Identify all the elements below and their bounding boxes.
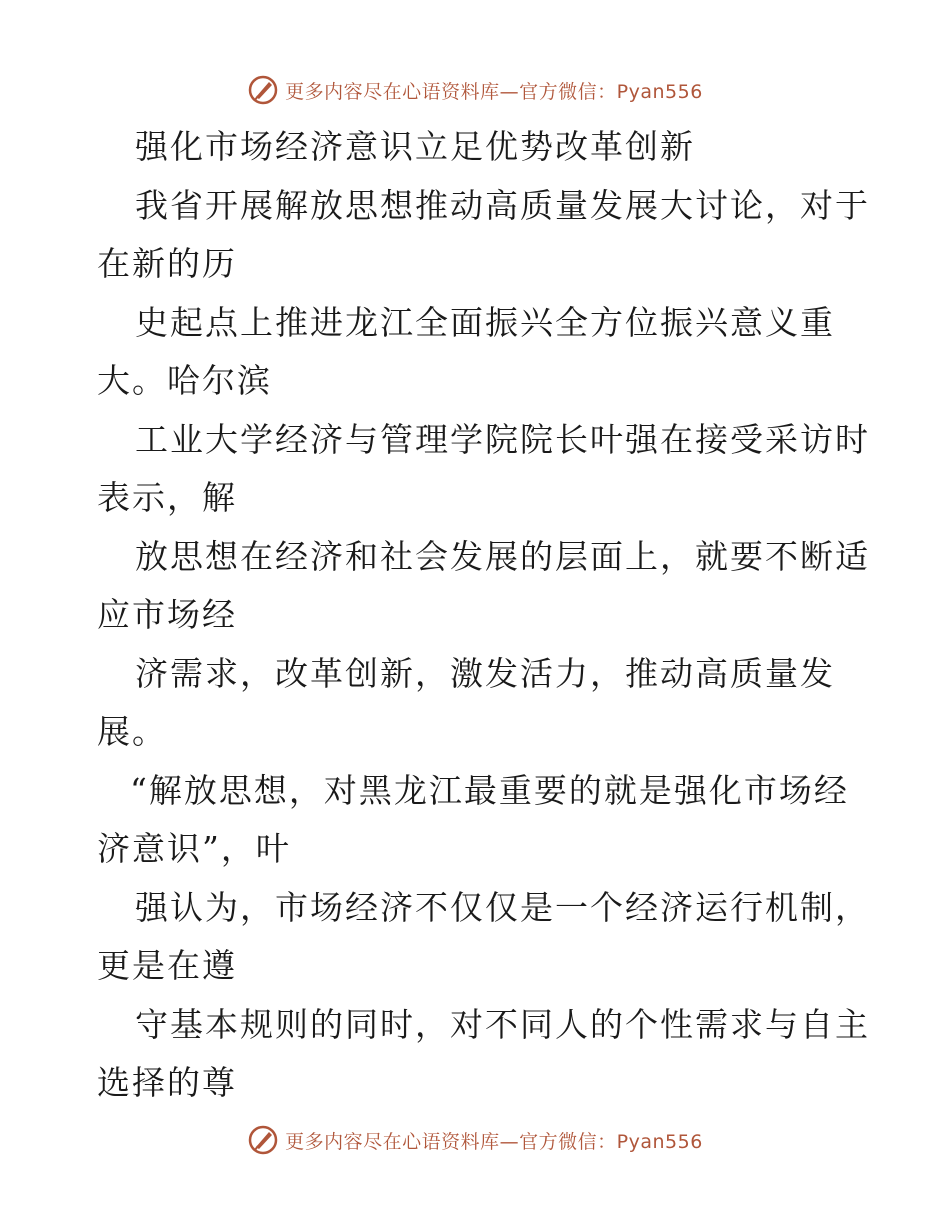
paragraph-line: 选择的尊 [97,1063,237,1102]
document-title: 强化市场经济意识立足优势改革创新 [135,127,695,166]
header-watermark-banner [0,70,950,110]
paragraph-line: 济需求，改革创新，激发活力，推动高质量发 [135,653,835,693]
footer-watermark-text: 更多内容尽在心语资料库—官方微信：Pyan556 [285,1130,703,1153]
paragraph-line: 表示，解 [97,478,237,517]
paragraph-line: 工业大学经济与管理学院院长叶强在接受采访时 [135,419,870,459]
paragraph-line: 大。哈尔滨 [97,361,272,400]
header-watermark-text: 更多内容尽在心语资料库—官方微信：Pyan556 [285,80,703,103]
paragraph-line: “解放思想，对黑龙江最重要的就是强化市场经 [130,770,849,810]
paragraph-line: 强认为，市场经济不仅仅是一个经济运行机制， [135,887,870,927]
paragraph-line: 守基本规则的同时，对不同人的个性需求与自主 [135,1004,870,1044]
paragraph-line: 更是在遵 [97,946,237,985]
paragraph-line: 济意识”，叶 [97,829,291,868]
document-body [97,118,870,1113]
paragraph-line: 应市场经 [97,595,237,634]
feather-pen-logo-icon [247,74,279,106]
paragraph-line: 我省开展解放思想推动高质量发展大讨论，对于 [135,185,870,225]
feather-pen-logo-icon [247,1124,279,1156]
paragraph-line: 放思想在经济和社会发展的层面上，就要不断适 [135,536,870,576]
footer-watermark-banner [0,1120,950,1160]
paragraph-line: 史起点上推进龙江全面振兴全方位振兴意义重 [135,302,835,342]
paragraph-line: 展。 [97,712,167,751]
paragraph-line: 在新的历 [97,244,237,283]
